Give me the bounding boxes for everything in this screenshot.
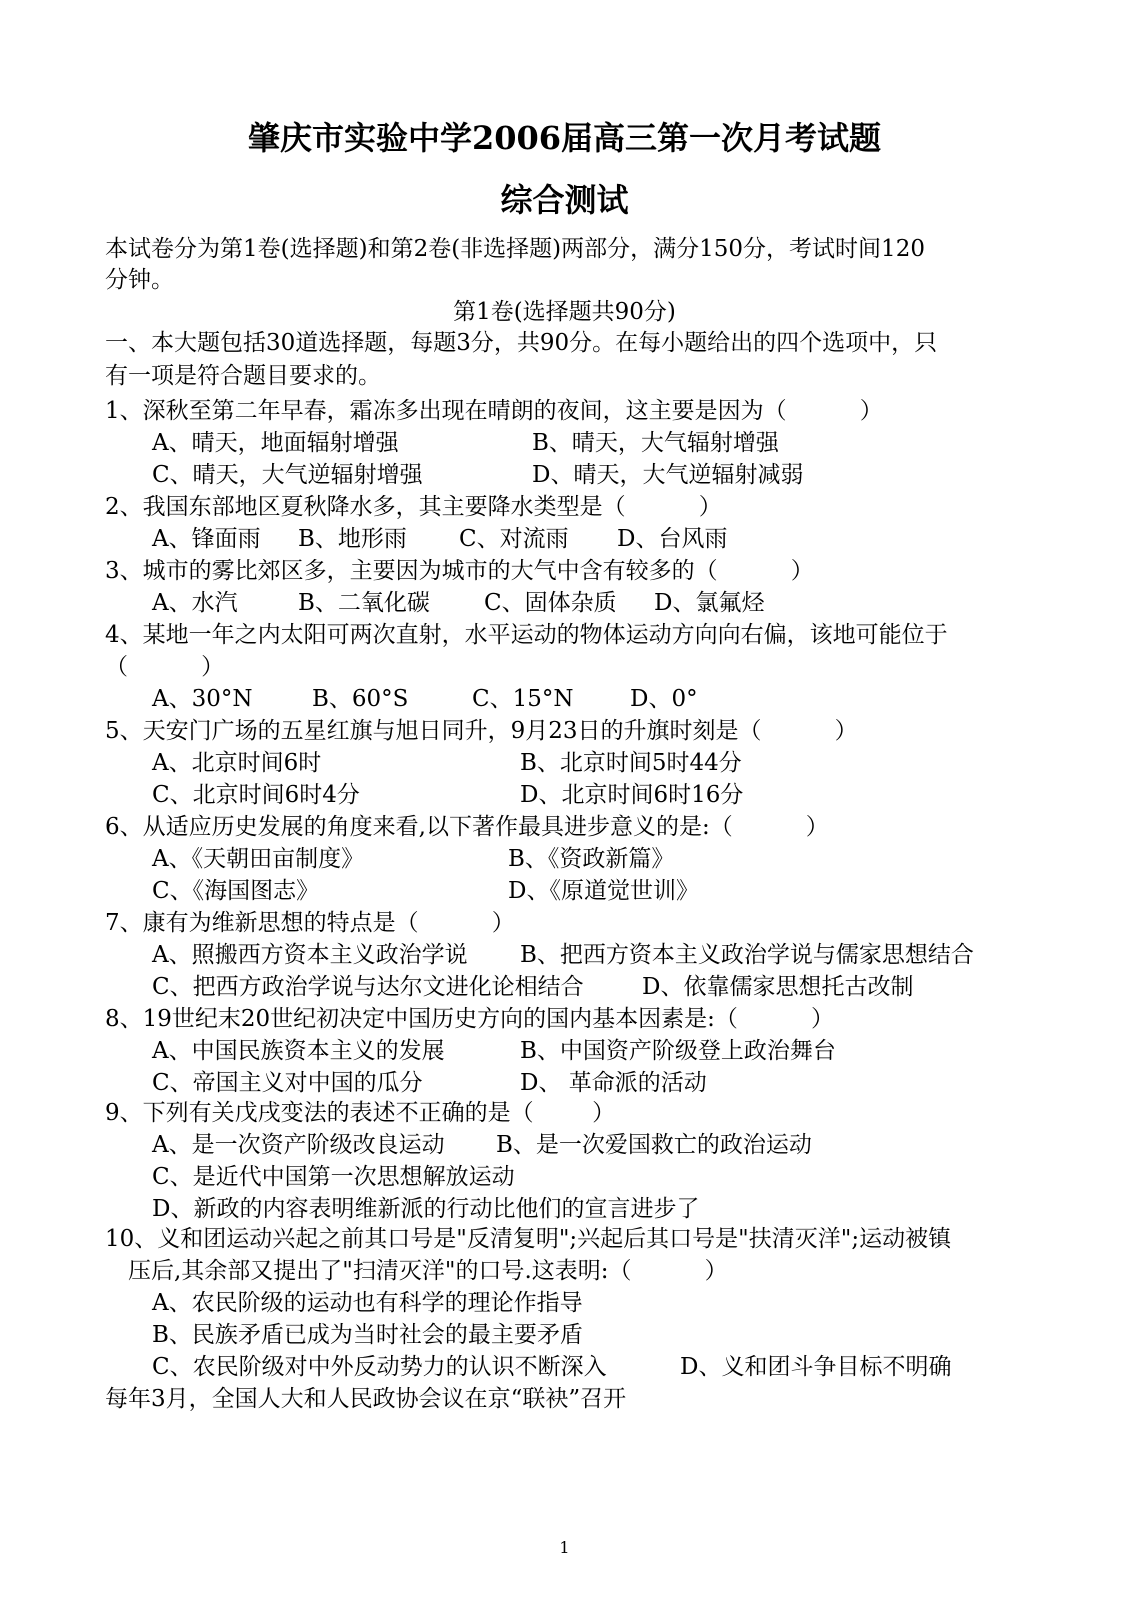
- question-4-stem-continued: （ ）: [105, 654, 225, 680]
- question-8-stem: 8、19世纪末20世纪初决定中国历史方向的国内基本因素是:（ ）: [105, 1006, 835, 1032]
- question-2-option-d: D、台风雨: [617, 526, 728, 552]
- page-title: 肇庆市实验中学2006届高三第一次月考试题: [247, 119, 882, 157]
- question-1-option-a: A、晴天，地面辐射增强: [152, 430, 399, 456]
- question-6-stem: 6、从适应历史发展的角度来看,以下著作最具进步意义的是:（ ）: [105, 814, 829, 840]
- question-2-option-b: B、地形雨: [298, 526, 407, 552]
- question-8-option-a: A、中国民族资本主义的发展: [152, 1038, 445, 1064]
- question-3-option-d: D、氯氟烃: [654, 590, 765, 616]
- question-4-option-b: B、60°S: [312, 686, 409, 712]
- question-9-stem: 9、下列有关戊戌变法的表述不正确的是（ ）: [105, 1100, 616, 1126]
- question-6-option-b: B、《资政新篇》: [508, 846, 675, 872]
- question-4-stem: 4、某地一年之内太阳可两次直射，水平运动的物体运动方向向右偏，该地可能位于: [105, 622, 948, 648]
- question-2-option-a: A、锋面雨: [152, 526, 261, 552]
- question-10-option-c: C、农民阶级对中外反动势力的认识不断深入: [152, 1354, 607, 1380]
- question-5-stem: 5、天安门广场的五星红旗与旭日同升，9月23日的升旗时刻是（ ）: [105, 718, 858, 744]
- question-6-option-d: D、《原道觉世训》: [508, 878, 699, 904]
- question-9-option-d: D、新政的内容表明维新派的行动比他们的宣言进步了: [152, 1196, 700, 1222]
- question-10-stem-continued: 压后,其余部又提出了"扫清灭洋"的口号.这表明:（ ）: [128, 1258, 728, 1284]
- question-1-option-b: B、晴天，大气辐射增强: [532, 430, 779, 456]
- question-9-option-a: A、是一次资产阶级改良运动: [152, 1132, 445, 1158]
- question-5-option-a: A、北京时间6时: [152, 750, 322, 776]
- question-2-stem: 2、我国东部地区夏秋降水多，其主要降水类型是（ ）: [105, 494, 722, 520]
- question-8-option-d: D、 革命派的活动: [520, 1070, 707, 1096]
- question-7-option-c: C、把西方政治学说与达尔文进化论相结合: [152, 974, 584, 1000]
- page-number: 1: [559, 1538, 570, 1557]
- trailing-text: 每年3月，全国人大和人民政协会议在京“联袂”召开: [105, 1386, 627, 1412]
- question-7-stem: 7、康有为维新思想的特点是（ ）: [105, 910, 515, 936]
- instructions-line-1: 一、本大题包括30道选择题，每题3分，共90分。在每小题给出的四个选项中，只: [105, 330, 938, 356]
- page-subtitle: 综合测试: [500, 181, 629, 219]
- section-heading: 第1卷(选择题共90分): [453, 299, 676, 325]
- question-4-option-c: C、15°N: [472, 686, 574, 712]
- question-1-option-d: D、晴天，大气逆辐射减弱: [532, 462, 804, 488]
- intro-line-2: 分钟。: [105, 267, 174, 293]
- intro-line-1: 本试卷分为第1卷(选择题)和第2卷(非选择题)两部分，满分150分，考试时间120: [105, 236, 925, 262]
- question-9-option-b: B、是一次爱国救亡的政治运动: [496, 1132, 812, 1158]
- question-3-stem: 3、城市的雾比郊区多，主要因为城市的大气中含有较多的（ ）: [105, 558, 814, 584]
- question-9-option-c: C、是近代中国第一次思想解放运动: [152, 1164, 515, 1190]
- question-8-option-b: B、中国资产阶级登上政治舞台: [520, 1038, 836, 1064]
- question-5-option-b: B、北京时间5时44分: [520, 750, 742, 776]
- question-4-option-a: A、30°N: [152, 686, 253, 712]
- question-6-option-c: C、《海国图志》: [152, 878, 320, 904]
- question-1-option-c: C、晴天，大气逆辐射增强: [152, 462, 423, 488]
- question-8-option-c: C、帝国主义对中国的瓜分: [152, 1070, 423, 1096]
- instructions-line-2: 有一项是符合题目要求的。: [105, 363, 381, 389]
- question-10-option-b: B、民族矛盾已成为当时社会的最主要矛盾: [152, 1322, 583, 1348]
- question-3-option-b: B、二氧化碳: [298, 590, 430, 616]
- question-3-option-a: A、水汽: [152, 590, 238, 616]
- question-10-option-d: D、义和团斗争目标不明确: [680, 1354, 952, 1380]
- question-5-option-c: C、北京时间6时4分: [152, 782, 360, 808]
- question-10-option-a: A、农民阶级的运动也有科学的理论作指导: [152, 1290, 583, 1316]
- question-6-option-a: A、《天朝田亩制度》: [152, 846, 365, 872]
- question-5-option-d: D、北京时间6时16分: [520, 782, 744, 808]
- question-2-option-c: C、对流雨: [459, 526, 569, 552]
- question-4-option-d: D、0°: [630, 686, 698, 712]
- question-7-option-a: A、照搬西方资本主义政治学说: [152, 942, 468, 968]
- question-1-stem: 1、深秋至第二年早春，霜冻多出现在晴朗的夜间，这主要是因为（ ）: [105, 398, 883, 424]
- question-7-option-b: B、把西方资本主义政治学说与儒家思想结合: [520, 942, 974, 968]
- question-3-option-c: C、固体杂质: [484, 590, 617, 616]
- question-10-stem: 10、义和团运动兴起之前其口号是"反清复明";兴起后其口号是"扶清灭洋";运动被镇: [105, 1226, 952, 1252]
- question-7-option-d: D、依靠儒家思想托古改制: [642, 974, 914, 1000]
